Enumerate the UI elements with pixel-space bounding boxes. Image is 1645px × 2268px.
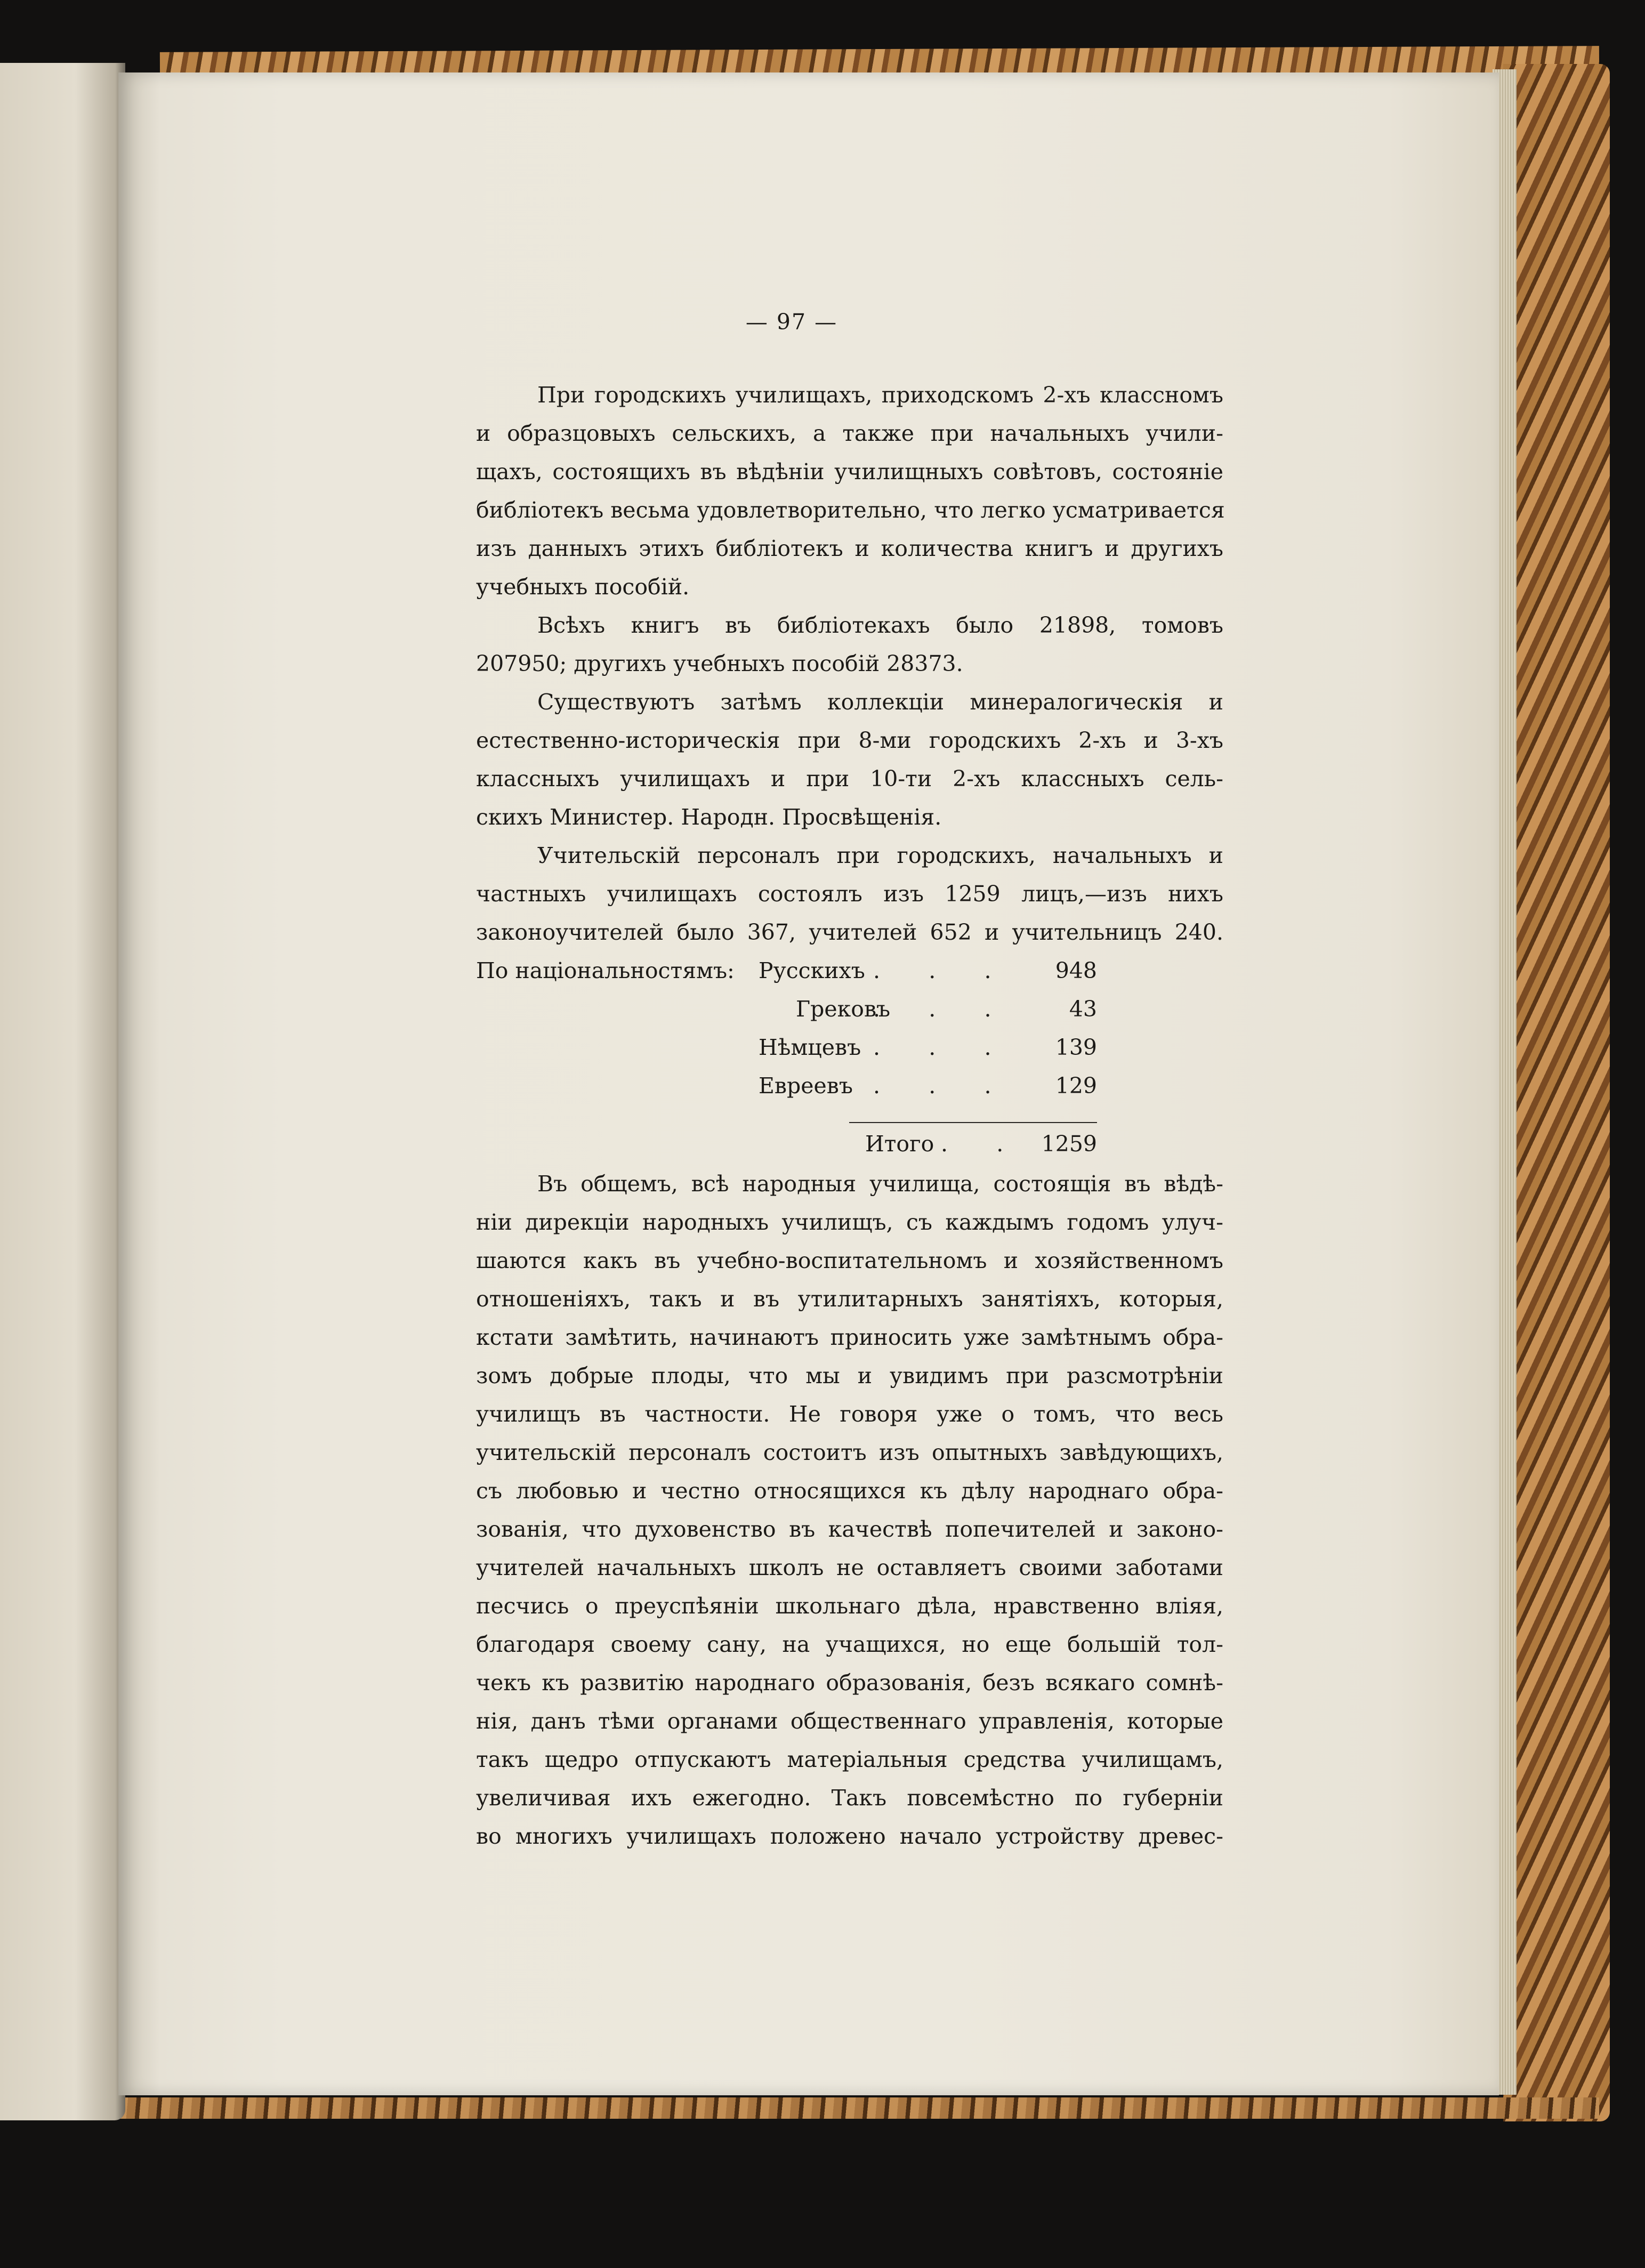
table-lead: По національностямъ: xyxy=(476,958,735,983)
table-row-value: 139 xyxy=(1055,1035,1097,1060)
table-row-dots: . . . xyxy=(873,958,991,983)
table-row-label: Грековъ xyxy=(796,996,891,1022)
text-line: Учительскій персоналъ при городскихъ, начальныхъ и xyxy=(537,843,1223,868)
table-row-value: 129 xyxy=(1055,1073,1097,1099)
table-row-value: 43 xyxy=(1069,996,1097,1022)
text-line: При городскихъ училищахъ, приходскомъ 2-хъ классномъ xyxy=(537,382,1223,408)
text-line: и образцовыхъ сельскихъ, а также при начальныхъ учили- xyxy=(476,421,1223,446)
marbled-bottom-edge xyxy=(107,2097,1599,2119)
text-line: съ любовью и честно относящихся къ дѣлу народнаго обра- xyxy=(476,1478,1223,1504)
text-line: щахъ, состоящихъ въ вѣдѣніи училищныхъ совѣтовъ, состояніе xyxy=(476,459,1223,485)
table-row-dots: . . . xyxy=(873,1073,991,1099)
text-line: шаются какъ въ учебно-воспитательномъ и хозяйственномъ xyxy=(476,1248,1223,1273)
text-line: кстати замѣтить, начинаютъ приносить уже замѣтнымъ обра- xyxy=(476,1325,1223,1350)
text-line: частныхъ училищахъ состоялъ изъ 1259 лицъ,—изъ нихъ xyxy=(476,881,1223,907)
left-facing-page xyxy=(0,63,125,2120)
table-row-label: Евреевъ xyxy=(759,1073,853,1099)
text-line: учительскій персоналъ состоитъ изъ опытныхъ завѣдующихъ, xyxy=(476,1440,1223,1465)
table-row-dots: . . . xyxy=(873,996,991,1022)
text-line: песчись о преуспѣяніи школьнаго дѣла, нравственно вліяя, xyxy=(476,1593,1223,1619)
text-line: библіотекъ весьма удовлетворительно, что легко усматривается xyxy=(476,497,1225,523)
total-rule xyxy=(849,1122,1097,1123)
marbled-binding-board xyxy=(1503,64,1610,2121)
text-line: учителей начальныхъ школъ не оставляетъ своими заботами xyxy=(476,1555,1223,1580)
text-line: 207950; другихъ учебныхъ пособій 28373. xyxy=(476,651,963,676)
table-total-label: Итого xyxy=(865,1131,934,1157)
text-line: нія, данъ тѣми органами общественнаго управленія, которые xyxy=(476,1708,1223,1734)
text-line: училищъ въ частности. Не говоря уже о томъ, что весь xyxy=(476,1401,1223,1427)
text-line: благодаря своему сану, на учащихся, но еще большій тол- xyxy=(476,1632,1223,1657)
text-line: Всѣхъ книгъ въ библіотекахъ было 21898, томовъ xyxy=(537,612,1223,638)
text-line: отношеніяхъ, такъ и въ утилитарныхъ занятіяхъ, которыя, xyxy=(476,1286,1223,1312)
table-row-label: Русскихъ xyxy=(759,958,865,983)
text-line: изъ данныхъ этихъ библіотекъ и количества книгъ и другихъ xyxy=(476,536,1223,561)
text-line: ніи дирекціи народныхъ училищъ, съ каждымъ годомъ улуч- xyxy=(476,1209,1223,1235)
text-line: увеличивая ихъ ежегодно. Такъ повсемѣстно по губерніи xyxy=(476,1785,1223,1811)
table-row-value: 948 xyxy=(1055,958,1097,983)
table-row-label: Нѣмцевъ xyxy=(759,1035,861,1060)
text-line: скихъ Министер. Народн. Просвѣщенія. xyxy=(476,804,942,830)
text-line: законоучителей было 367, учителей 652 и учительницъ 240. xyxy=(476,919,1223,945)
text-line: зованія, что духовенство въ качествѣ попечителей и законо- xyxy=(476,1516,1223,1542)
text-line: естественно-историческія при 8-ми городскихъ 2-хъ и 3-хъ xyxy=(476,728,1223,753)
text-line: Въ общемъ, всѣ народныя училища, состоящія въ вѣдѣ- xyxy=(537,1171,1223,1197)
text-line: зомъ добрые плоды, что мы и увидимъ при разсмотрѣніи xyxy=(476,1363,1223,1389)
text-line: чекъ къ развитію народнаго образованія, безъ всякаго сомнѣ- xyxy=(476,1670,1223,1696)
text-line: Существуютъ затѣмъ коллекціи минералогическія и xyxy=(537,689,1223,715)
table-row-dots: . . . xyxy=(873,1035,991,1060)
table-total-dots: . . xyxy=(941,1131,1004,1157)
text-line: во многихъ училищахъ положено начало устройству древес- xyxy=(476,1823,1223,1849)
text-line: классныхъ училищахъ и при 10-ти 2-хъ классныхъ сель- xyxy=(476,766,1223,792)
text-line: такъ щедро отпускаютъ матеріальныя средства училищамъ, xyxy=(476,1747,1223,1772)
page-number: — 97 — xyxy=(745,309,838,335)
text-line: учебныхъ пособій. xyxy=(476,574,690,600)
table-total-value: 1259 xyxy=(1041,1131,1097,1157)
